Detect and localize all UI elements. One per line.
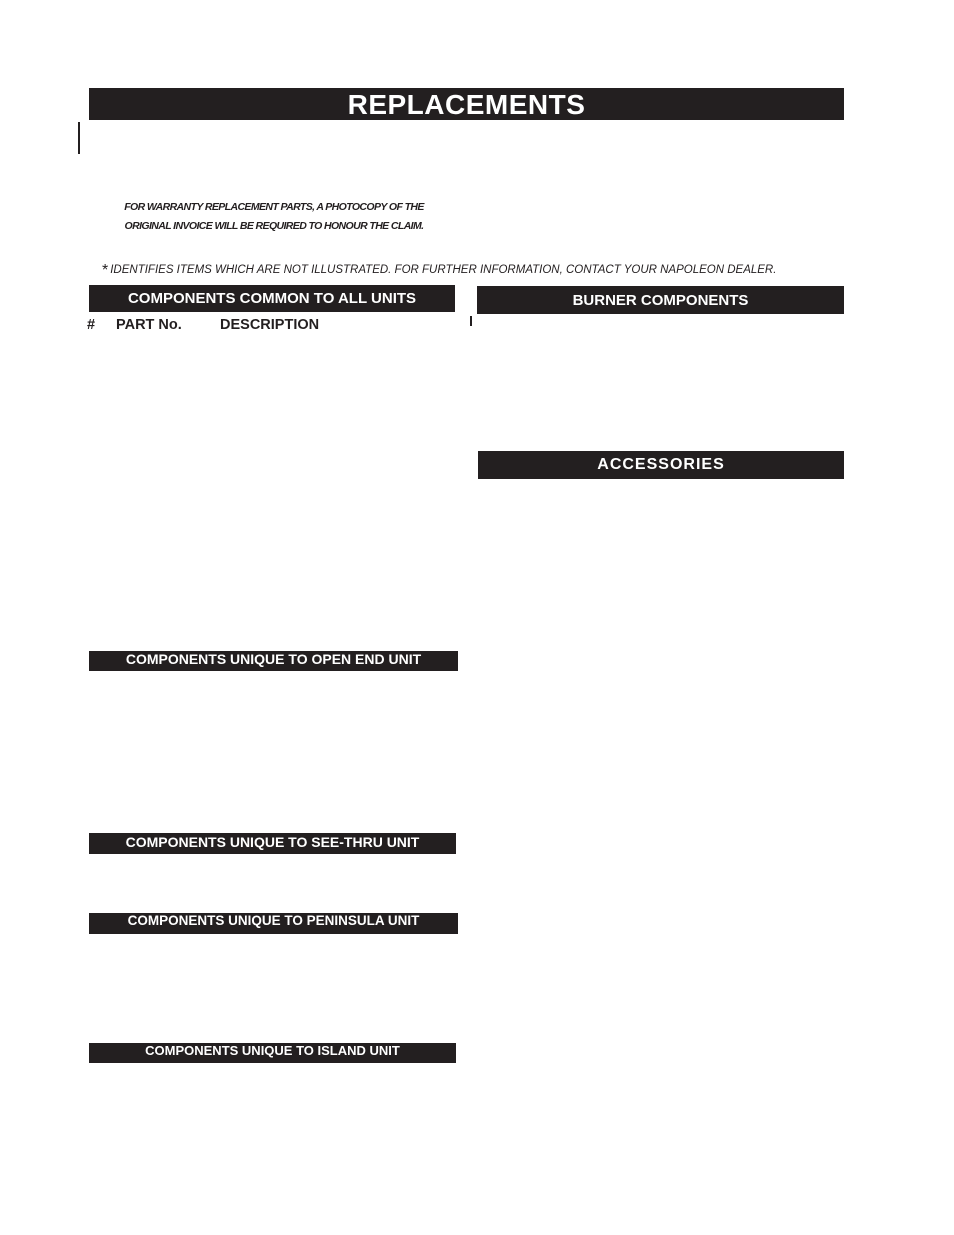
section-heading-accessories: ACCESSORIES (478, 451, 844, 479)
asterisk-symbol: * (102, 262, 109, 279)
margin-rule (78, 122, 80, 154)
section-heading-see-thru-unit: COMPONENTS UNIQUE TO SEE-THRU UNIT (89, 833, 456, 854)
section-heading-peninsula-unit: COMPONENTS UNIQUE TO PENINSULA UNIT (89, 913, 458, 934)
warranty-note-line-2: ORIGINAL INVOICE WILL BE REQUIRED TO HONOUR THE CLAIM. (124, 220, 424, 232)
section-heading-open-end-unit: COMPONENTS UNIQUE TO OPEN END UNIT (89, 651, 458, 671)
column-header-part-no: PART No. (116, 317, 182, 333)
section-heading-burner-components: BURNER COMPONENTS (477, 286, 844, 314)
page-title: REPLACEMENTS (89, 88, 844, 120)
section-heading-island-unit: COMPONENTS UNIQUE TO ISLAND UNIT (89, 1043, 456, 1063)
not-illustrated-note (102, 262, 776, 280)
section-heading-common-components: COMPONENTS COMMON TO ALL UNITS (89, 285, 455, 312)
warranty-note-line-1: FOR WARRANTY REPLACEMENT PARTS, A PHOTOCOPY OF THE (124, 201, 424, 213)
not-illustrated-note-text: IDENTIFIES ITEMS WHICH ARE NOT ILLUSTRATED. FOR FURTHER INFORMATION, CONTACT YOUR NAPOLEON DEALER. (110, 264, 777, 276)
column-rule (470, 316, 472, 326)
column-header-number: # (87, 317, 96, 333)
column-header-description: DESCRIPTION (220, 317, 320, 333)
